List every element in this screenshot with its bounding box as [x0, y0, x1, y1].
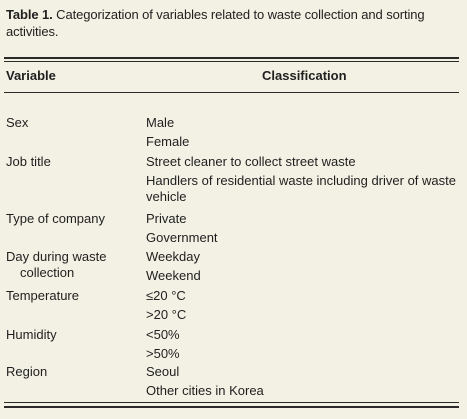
classification-item: >20 °C [146, 307, 187, 322]
classification-item: >50% [146, 346, 180, 361]
bottom-rule [4, 406, 459, 408]
classification-cell [146, 249, 456, 287]
variable-name: Humidity [6, 327, 57, 342]
variable-cell [6, 211, 134, 227]
top-rule-inner [4, 61, 459, 62]
classification-item: Street cleaner to collect street waste [146, 154, 356, 169]
variable-cell [6, 364, 134, 380]
header-rule [4, 92, 459, 93]
variable-name: Job title [6, 154, 51, 169]
table-label: Table 1. [6, 7, 53, 22]
table-caption-text: Categorization of variables related to waste collection and sorting activities. [6, 7, 425, 39]
variable-name-continued: collection [20, 265, 75, 280]
classification-item: ≤20 °C [146, 288, 186, 303]
classification-item: Female [146, 134, 190, 149]
classification-cell [146, 364, 456, 402]
classification-item: Handlers of residential waste including driver of waste vehicle [146, 173, 456, 204]
classification-item: Private [146, 211, 187, 226]
classification-cell [146, 154, 456, 208]
classification-item: <50% [146, 327, 180, 342]
classification-item: Weekend [146, 268, 201, 283]
classification-item: Seoul [146, 364, 180, 379]
variable-cell [6, 327, 134, 343]
variable-name: Region [6, 364, 48, 379]
header-classification: Classification [262, 68, 347, 83]
classification-item: Male [146, 115, 175, 130]
variable-cell [6, 154, 134, 170]
classification-cell [146, 211, 456, 249]
table-caption [6, 6, 456, 40]
header-variable: Variable [6, 68, 56, 83]
classification-cell [146, 288, 456, 326]
classification-item: Other cities in Korea [146, 383, 264, 398]
variable-cell [6, 115, 134, 131]
variable-cell [6, 249, 134, 281]
classification-item: Weekday [146, 249, 200, 264]
classification-item: Government [146, 230, 218, 245]
bottom-rule-inner [4, 402, 459, 403]
variable-name: Temperature [6, 288, 79, 303]
variable-name: Sex [6, 115, 29, 130]
variable-name: Type of company [6, 211, 105, 226]
classification-cell [146, 115, 456, 153]
top-rule [4, 57, 459, 59]
classification-cell [146, 327, 456, 365]
variable-cell [6, 288, 134, 304]
variable-name: Day during waste [6, 249, 107, 264]
